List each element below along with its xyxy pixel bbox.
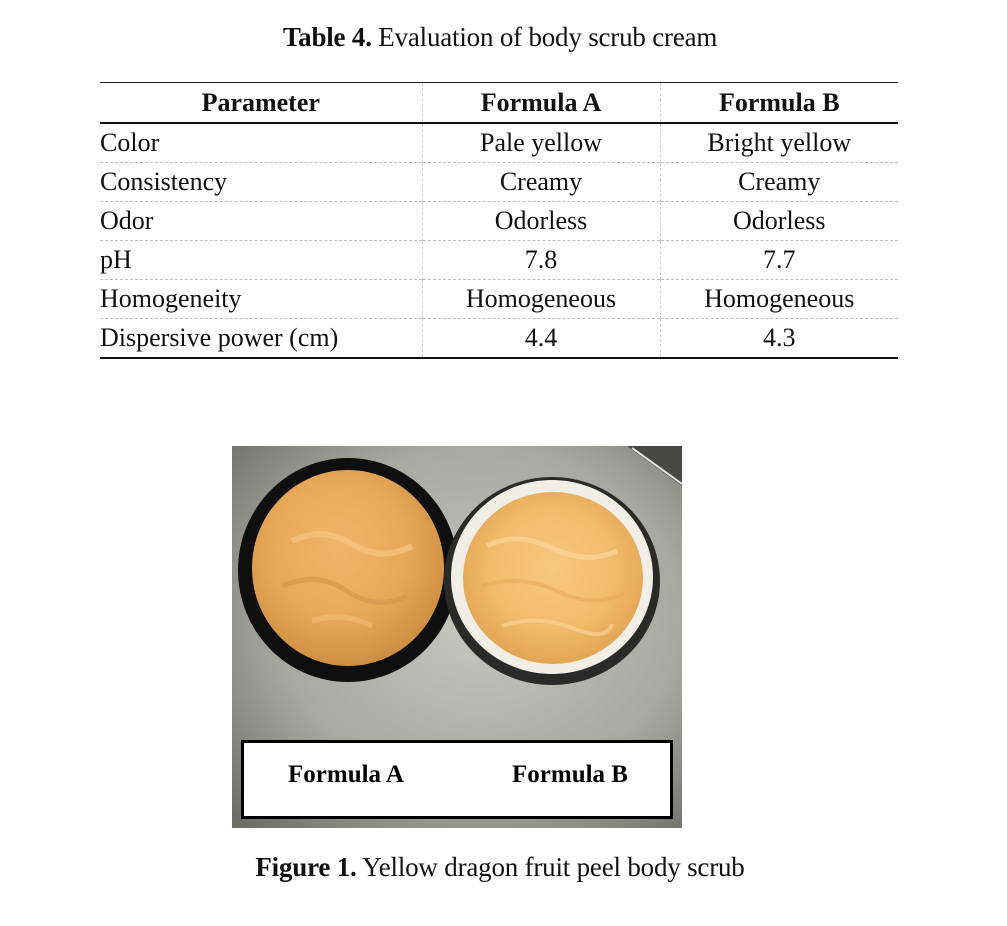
table-cell-formula-b: Bright yellow [660, 123, 898, 163]
figure-caption [0, 852, 1000, 883]
table-cell-formula-b: Homogeneous [660, 280, 898, 319]
table-cell-formula-b: Creamy [660, 163, 898, 202]
column-header-formula-a: Formula A [422, 83, 660, 124]
table-cell-formula-b: 7.7 [660, 241, 898, 280]
table-cell-formula-a: Creamy [422, 163, 660, 202]
table-caption-text: Evaluation of body scrub cream [371, 22, 718, 52]
figure-caption-label: Figure 1. [255, 852, 357, 882]
column-header-parameter: Parameter [100, 83, 422, 124]
table-header-row [100, 83, 898, 124]
table-row [100, 123, 898, 163]
table-cell-formula-a: Odorless [422, 202, 660, 241]
evaluation-table [100, 82, 898, 359]
body-scrub-photo [232, 446, 682, 828]
table-cell-formula-b: 4.3 [660, 319, 898, 359]
column-header-formula-b: Formula B [660, 83, 898, 124]
table-caption [0, 22, 1000, 53]
table-cell-parameter: Homogeneity [100, 284, 242, 313]
table-row [100, 319, 898, 359]
table-cell-parameter: Odor [100, 206, 154, 235]
cream-formula-a [252, 470, 444, 666]
table-cell-formula-a: Homogeneous [422, 280, 660, 319]
cream-formula-b [463, 492, 643, 664]
photo-label-formula-b: Formula B [512, 761, 628, 788]
table-row [100, 241, 898, 280]
table-cell-parameter: Color [100, 128, 160, 157]
table-cell-formula-a: 4.4 [422, 319, 660, 359]
table-caption-label: Table 4. [282, 22, 372, 52]
figure-caption-text: Yellow dragon fruit peel body scrub [356, 852, 745, 882]
table-row [100, 280, 898, 319]
table-cell-formula-a: 7.8 [422, 241, 660, 280]
table-cell-formula-a: Pale yellow [422, 123, 660, 163]
table-cell-parameter: pH [100, 245, 132, 274]
table-cell-parameter: Consistency [100, 167, 228, 196]
table-cell-formula-b: Odorless [660, 202, 898, 241]
table-row [100, 163, 898, 202]
table-row [100, 202, 898, 241]
table-cell-parameter: Dispersive power (cm) [100, 323, 339, 352]
formula-label-box [241, 740, 673, 819]
photo-label-formula-a: Formula A [288, 761, 404, 788]
